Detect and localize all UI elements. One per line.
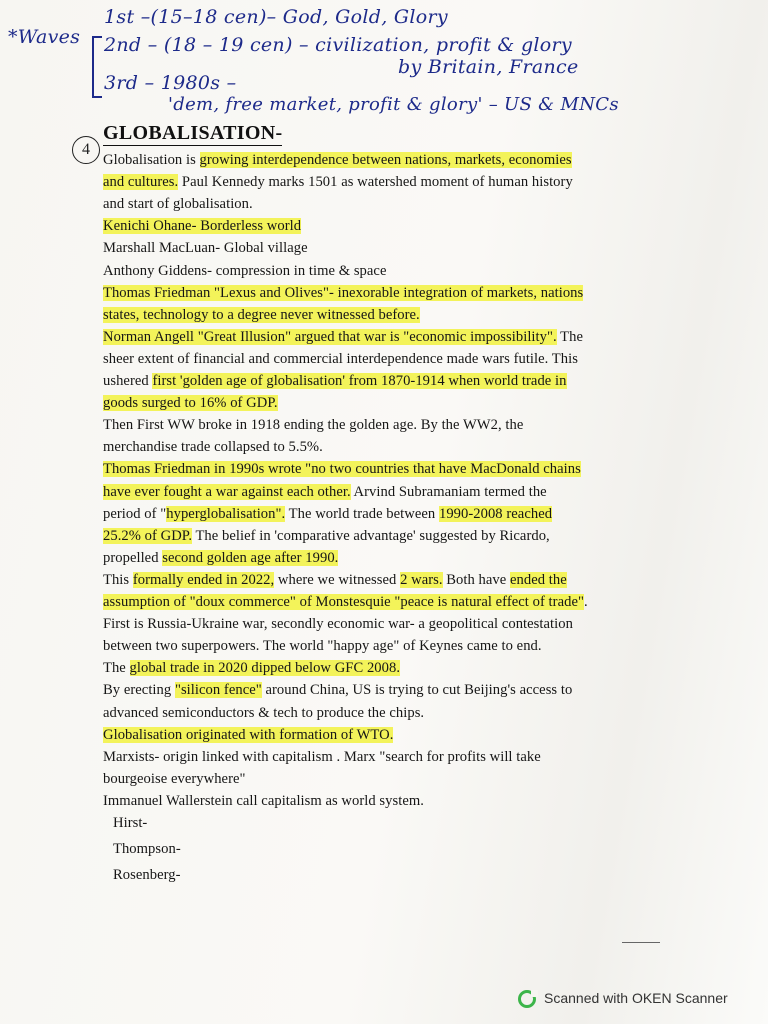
text-run: Marxists- origin linked with capitalism . Marx "search for profits will take xyxy=(103,748,541,765)
highlighted-text: ended the xyxy=(510,571,567,588)
text-run: Paul Kennedy marks 1501 as watershed moment of human history xyxy=(178,174,573,191)
text-run: advanced semiconductors & tech to produce the chips. xyxy=(103,704,425,721)
text-run: Immanuel Wallerstein call capitalism as world system. xyxy=(103,792,424,809)
highlighted-text: goods surged to 16% of GDP. xyxy=(103,395,278,412)
text-run: Arvind Subramaniam termed the xyxy=(350,483,547,500)
highlighted-text: Globalisation originated with formation of WTO. xyxy=(103,726,394,743)
scanner-watermark-text: Scanned with OKEN Scanner xyxy=(544,990,728,1006)
text-run: period of " xyxy=(103,505,167,522)
text-run: propelled xyxy=(103,549,163,566)
highlighted-text: have ever fought a war against each other. xyxy=(103,483,351,500)
wave-3-cont: 'dem, free market, profit & glory' – US & MNCs xyxy=(168,94,619,115)
text-run: The xyxy=(556,328,583,345)
text-line xyxy=(103,638,542,655)
highlighted-text: Thomas Friedman in 1990s wrote "no two countries that have MacDonald chains xyxy=(103,461,581,478)
highlighted-text: hyperglobalisation". xyxy=(166,505,286,522)
text-line xyxy=(103,594,588,611)
highlighted-text: Kenichi Ohane- Borderless world xyxy=(103,218,302,235)
text-run: bourgeoise everywhere" xyxy=(103,770,246,787)
text-run: Then First WW broke in 1918 ending the golden age. By the WW2, the xyxy=(103,417,524,434)
highlighted-text: 1990-2008 reached xyxy=(438,505,553,522)
text-run: Rosenberg- xyxy=(113,867,181,884)
text-line xyxy=(103,550,338,567)
text-run: First is Russia-Ukraine war, secondly economic war- a geopolitical contestation xyxy=(103,616,573,633)
text-line xyxy=(103,682,572,699)
text-line xyxy=(113,867,181,884)
text-line xyxy=(103,705,424,722)
text-run: where we witnessed xyxy=(274,571,401,588)
text-line xyxy=(103,528,550,545)
text-line xyxy=(103,196,253,213)
text-run: between two superpowers. The world "happy age" of Keynes came to end. xyxy=(103,638,542,655)
text-line xyxy=(103,616,573,633)
text-run: Marshall MacLuan- Global village xyxy=(103,240,308,257)
text-line xyxy=(103,329,583,346)
highlighted-text: growing interdependence between nations, markets, economies xyxy=(199,152,572,168)
text-line xyxy=(103,572,567,589)
text-run: Globalisation is xyxy=(103,152,200,168)
highlighted-text: and cultures. xyxy=(103,174,179,191)
highlighted-text: Norman Angell "Great Illusion" argued that war is "economic impossibility". xyxy=(103,328,557,345)
text-line xyxy=(113,841,181,858)
text-line xyxy=(103,395,278,412)
wave-3: 3rd – 1980s – xyxy=(104,72,237,94)
page-title: GLOBALISATION- xyxy=(103,122,283,144)
text-run: and start of globalisation. xyxy=(103,196,253,213)
highlighted-text: "silicon fence" xyxy=(174,682,262,699)
highlighted-text: first 'golden age of globalisation' from 1870-1914 when world trade in xyxy=(152,373,567,389)
text-run: . xyxy=(583,594,588,610)
wave-2-cont: by Britain, France xyxy=(398,56,579,78)
text-run: Hirst- xyxy=(113,815,148,831)
text-line xyxy=(103,727,393,744)
text-line xyxy=(103,174,573,191)
text-run: The world trade between xyxy=(285,505,439,522)
highlighted-text: second golden age after 1990. xyxy=(162,549,339,566)
text-run: sheer extent of financial and commercial interdependence made wars futile. This xyxy=(103,350,578,367)
scanner-logo-icon xyxy=(518,990,536,1008)
text-line xyxy=(103,218,301,235)
text-run: The xyxy=(103,660,130,677)
text-run: Anthony Giddens- compression in time & space xyxy=(103,262,387,279)
text-line xyxy=(103,263,387,280)
text-line xyxy=(103,771,246,788)
waves-bracket xyxy=(92,36,102,98)
text-run: Thompson- xyxy=(113,841,181,858)
text-line xyxy=(103,373,567,390)
highlighted-text: 25.2% of GDP. xyxy=(103,527,193,544)
waves-label: *Waves xyxy=(8,26,81,48)
highlighted-text: global trade in 2020 dipped below GFC 2008. xyxy=(129,660,401,677)
text-run: Both have xyxy=(442,571,510,588)
text-run: The belief in 'comparative advantage' suggested by Ricardo, xyxy=(192,527,550,544)
text-run: By erecting xyxy=(103,682,175,699)
text-run: This xyxy=(103,571,133,588)
text-line xyxy=(103,461,581,478)
text-line xyxy=(113,815,147,832)
text-run: around China, US is trying to cut Beijing's access to xyxy=(261,682,573,699)
wave-2: 2nd – (18 – 19 cen) – civilization, profit & glory xyxy=(104,34,572,56)
highlighted-text: formally ended in 2022, xyxy=(132,571,275,588)
text-line xyxy=(103,749,541,766)
text-line xyxy=(103,506,552,523)
scanner-watermark xyxy=(518,990,728,1008)
text-line xyxy=(103,439,323,456)
text-run: ushered xyxy=(103,373,153,389)
text-line xyxy=(103,484,547,501)
pen-mark xyxy=(622,942,660,943)
highlighted-text: 2 wars. xyxy=(400,571,443,588)
text-line xyxy=(103,351,578,368)
text-line xyxy=(103,307,420,324)
text-line xyxy=(103,285,583,302)
text-line xyxy=(103,240,308,257)
text-line xyxy=(103,660,400,677)
wave-1: 1st –(15–18 cen)– God, Gold, Glory xyxy=(104,6,448,28)
text-line xyxy=(103,417,523,434)
highlighted-text: Thomas Friedman "Lexus and Olives"- inexorable integration of markets, nations xyxy=(103,284,584,301)
text-line xyxy=(103,152,572,169)
text-run: merchandise trade collapsed to 5.5%. xyxy=(103,439,323,456)
highlighted-text: assumption of "doux commerce" of Monstesquie "peace is natural effect of trade" xyxy=(103,594,584,610)
section-number: 4 xyxy=(72,136,100,164)
text-line xyxy=(103,793,424,810)
highlighted-text: states, technology to a degree never witnessed before. xyxy=(103,306,420,323)
